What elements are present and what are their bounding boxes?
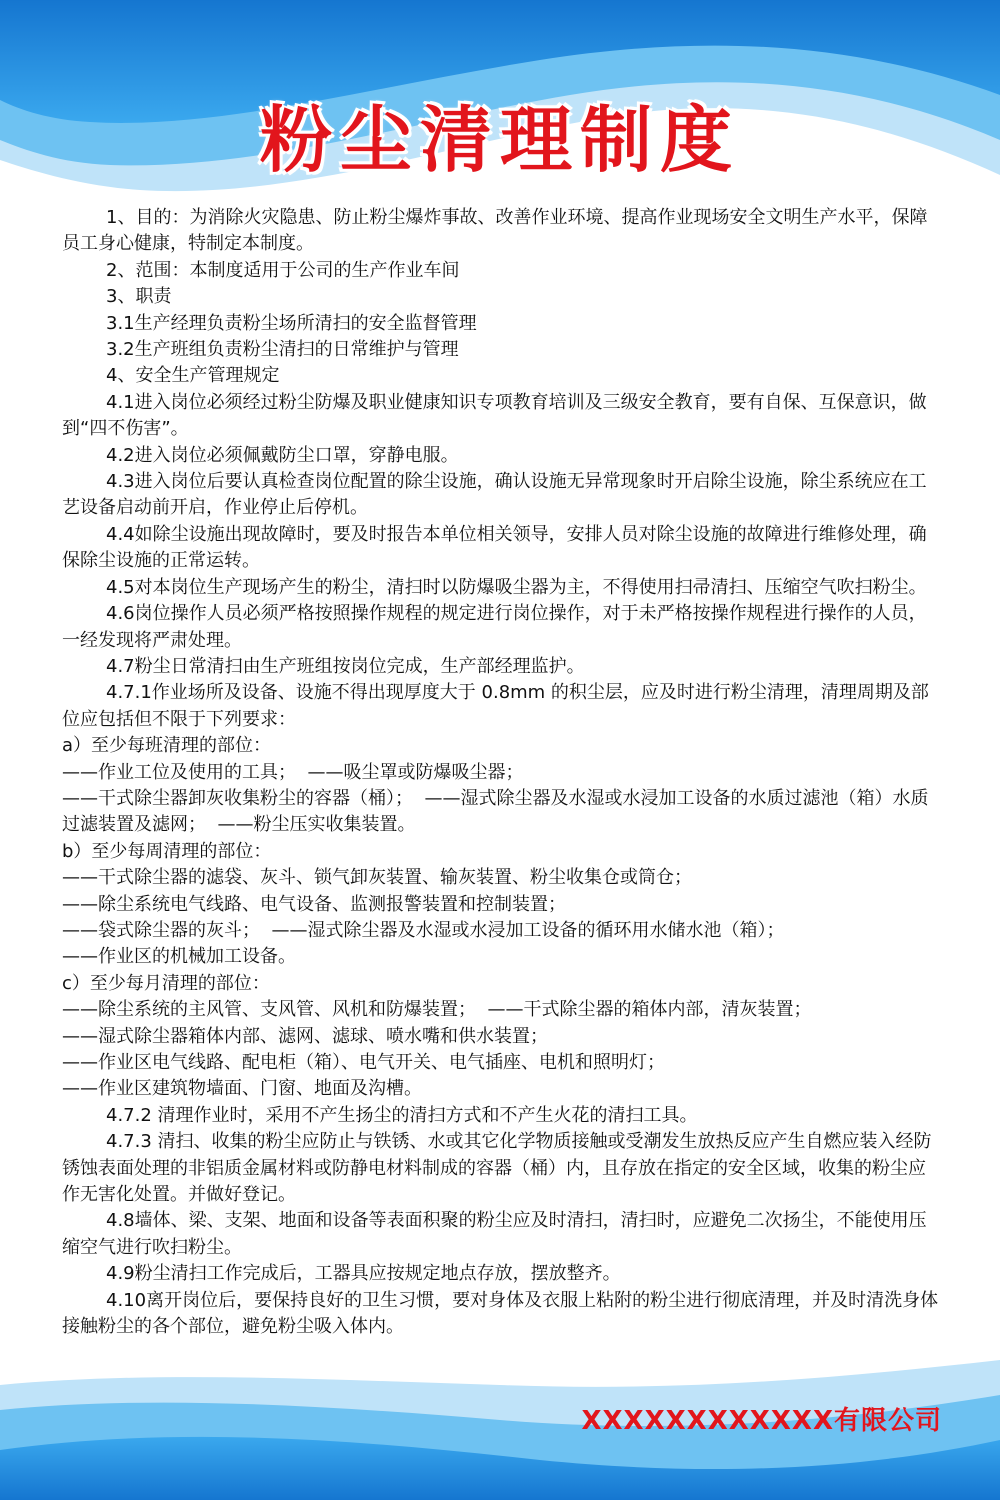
- clause-paragraph: ——袋式除尘器的灰斗； ——湿式除尘器及水湿或水浸加工设备的循环用水储水池（箱）；: [62, 919, 785, 941]
- clause-paragraph: ——除尘系统的主风管、支风管、风机和防爆装置； ——干式除尘器的箱体内部，清灰装置；: [62, 999, 812, 1021]
- clause-paragraph: ——干式除尘器卸灰收集粉尘的容器（桶）； ——湿式除尘器及水湿或水浸加工设备的水质过滤池（箱）水质过滤装置及滤网； ——粉尘压实收集装置。: [62, 787, 929, 836]
- company-name: XXXXXXXXXXXX有限公司: [581, 1406, 942, 1436]
- clause-paragraph: b）至少每周清理的部位：: [62, 840, 272, 862]
- clause-paragraph: a）至少每班清理的部位：: [62, 735, 272, 757]
- clause-paragraph: ——干式除尘器的滤袋、灰斗、锁气卸灰装置、输灰装置、粉尘收集仓或筒仓；: [62, 867, 692, 889]
- clause-paragraph: 4.10离开岗位后，要保持良好的卫生习惯，要对身体及衣服上粘附的粉尘进行彻底清理，并及时清洗身体接触粉尘的各个部位，避免粉尘吸入体内。: [62, 1289, 939, 1338]
- clause-paragraph: 4.1进入岗位必须经过粉尘防爆及职业健康知识专项教育培训及三级安全教育，要有自保、互保意识，做到“四不伤害”。: [62, 391, 927, 440]
- clause-paragraph: 4.7粉尘日常清扫由生产班组按岗位完成，生产部经理监护。: [106, 655, 585, 677]
- clause-paragraph: 4.7.2 清理作业时，采用不产生扬尘的清扫方式和不产生火花的清扫工具。: [106, 1104, 698, 1126]
- clause-paragraph: ——作业工位及使用的工具； ——吸尘罩或防爆吸尘器；: [62, 761, 524, 783]
- clause-paragraph: ——作业区的机械加工设备。: [62, 946, 296, 968]
- clause-paragraph: 1、目的：为消除火灾隐患、防止粉尘爆炸事故、改善作业环境、提高作业现场安全文明生产水平，保障员工身心健康，特制定本制度。: [62, 207, 928, 255]
- clause-paragraph: ——湿式除尘器箱体内部、滤网、滤球、喷水嘴和供水装置；: [62, 1025, 548, 1047]
- clause-paragraph: 3.1生产经理负责粉尘场所清扫的安全监督管理: [106, 312, 477, 334]
- clause-paragraph: ——除尘系统电气线路、电气设备、监测报警装置和控制装置；: [62, 893, 566, 915]
- clause-paragraph: 4.7.3 清扫、收集的粉尘应防止与铁锈、水或其它化学物质接触或受潮发生放热反应产生自燃应装入经防锈蚀表面处理的非铝质金属材料或防静电材料制成的容器（桶）内，且存放在指定的安全区域，收集的粉尘应作无害化处置。并做好登记。: [62, 1131, 932, 1206]
- clause-paragraph: ——作业区电气线路、配电柜（箱）、电气开关、电气插座、电机和照明灯；: [62, 1052, 665, 1073]
- clause-paragraph: c）至少每月清理的部位：: [62, 972, 270, 994]
- clause-paragraph: 4.9粉尘清扫工作完成后，工器具应按规定地点存放，摆放整齐。: [106, 1263, 621, 1285]
- clause-paragraph: 4.7.1作业场所及设备、设施不得出现厚度大于 0.8mm 的积尘层，应及时进行粉尘清理，清理周期及部位应包括但不限于下列要求：: [62, 682, 929, 730]
- regulation-body: [62, 205, 942, 1340]
- clause-paragraph: 2、范围：本制度适用于公司的生产作业车间: [106, 259, 460, 281]
- clause-paragraph: 3.2生产班组负责粉尘清扫的日常维护与管理: [106, 339, 459, 361]
- clause-paragraph: 4.3进入岗位后要认真检查岗位配置的除尘设施，确认设施无异常现象时开启除尘设施，除尘系统应在工艺设备启动前开启，作业停止后停机。: [62, 471, 927, 519]
- clause-paragraph: 4、安全生产管理规定: [106, 365, 280, 387]
- clause-paragraph: 4.5对本岗位生产现场产生的粉尘，清扫时以防爆吸尘器为主，不得使用扫帚清扫、压缩空气吹扫粉尘。: [106, 576, 927, 598]
- clause-paragraph: 4.6岗位操作人员必须严格按照操作规程的规定进行岗位操作，对于未严格按操作规程进行操作的人员，一经发现将严肃处理。: [62, 603, 927, 651]
- clause-paragraph: 4.4如除尘设施出现故障时，要及时报告本单位相关领导，安排人员对除尘设施的故障进行维修处理，确保除尘设施的正常运转。: [62, 523, 927, 572]
- clause-paragraph: ——作业区建筑物墙面、门窗、地面及沟槽。: [62, 1078, 422, 1100]
- clause-paragraph: 3、职责: [106, 286, 172, 308]
- clause-paragraph: 4.2进入岗位必须佩戴防尘口罩，穿静电服。: [106, 444, 459, 466]
- page-title: 粉尘清理制度: [259, 98, 740, 182]
- clause-paragraph: 4.8墙体、梁、支架、地面和设备等表面积聚的粉尘应及时清扫，清扫时，应避免二次扬尘，不能使用压缩空气进行吹扫粉尘。: [62, 1210, 927, 1258]
